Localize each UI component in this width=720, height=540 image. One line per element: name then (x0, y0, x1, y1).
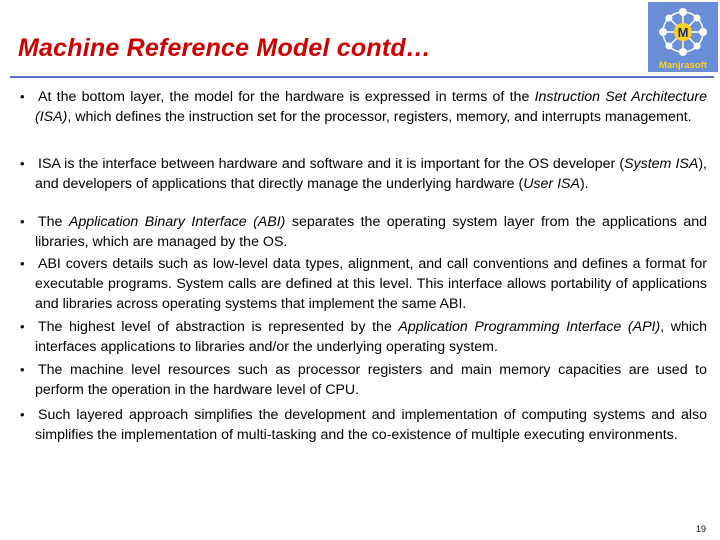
logo-wordmark: Manjrasoft (658, 60, 708, 71)
slide-title: Machine Reference Model contd… (18, 34, 432, 62)
bullet-run: ISA is the interface between hardware and software and it is important for the OS developer ( (38, 156, 625, 172)
logo-letter: M (677, 25, 689, 40)
bullet-emphasis: System ISA (624, 156, 699, 172)
bullet-marker: • (20, 362, 25, 377)
bullet-text (35, 405, 707, 445)
bullet-marker: • (20, 156, 25, 171)
bullet-run: , which defines the instruction set for the processor, registers, memory, and interrupts management. (67, 109, 692, 125)
bullet-run: separates the operating system layer from the applications and libraries, which are managed by the OS. (35, 214, 708, 250)
bullet-run: The machine level resources such as processor registers and main memory capacities are used to perform the operation in the hardware level of CPU. (35, 362, 707, 398)
bullet-marker: • (20, 407, 25, 422)
bullet-run: ). (579, 176, 589, 192)
bullet-run: Such layered approach simplifies the development and implementation of computing systems and also simplifies the implementation of multi-tasking and the co-existence of multiple executing environments. (35, 407, 707, 443)
bullet-run: At the bottom layer, the model for the hardware is expressed in terms of the (38, 89, 535, 105)
bullet-emphasis: Instruction Set Architecture (ISA) (35, 89, 707, 125)
bullet-run: ), and developers of applications that directly manage the underlying hardware ( (35, 156, 707, 192)
bullet-run: The highest level of abstraction is represented by the (38, 319, 399, 335)
manjrasoft-logo (648, 2, 718, 72)
bullet-run: ABI covers details such as low-level data types, alignment, and call conventions and defines a format for executable programs. System calls are defined at this level. This interface allows portability of applications and libraries across operating systems that implement the same ABI. (35, 256, 707, 312)
bullet-text (35, 154, 707, 194)
bullet-marker: • (20, 89, 25, 104)
bullet-emphasis: User ISA (523, 176, 580, 192)
bullet-emphasis: Application Programming Interface (API) (398, 319, 661, 335)
bullet-text (35, 87, 707, 127)
bullet-marker: • (20, 214, 25, 229)
bullet-marker: • (20, 319, 25, 334)
bullet-run: The (38, 214, 69, 230)
bullet-emphasis: Application Binary Interface (ABI) (68, 214, 286, 230)
page-number: 19 (695, 524, 706, 534)
bullet-text (35, 317, 707, 357)
bullet-text (35, 254, 707, 314)
bullet-text (35, 212, 707, 252)
title-divider (10, 76, 714, 78)
bullet-marker: • (20, 256, 25, 271)
bullet-run: , which interfaces applications to libraries and/or the underlying operating system. (35, 319, 707, 355)
bullet-text (35, 360, 707, 400)
